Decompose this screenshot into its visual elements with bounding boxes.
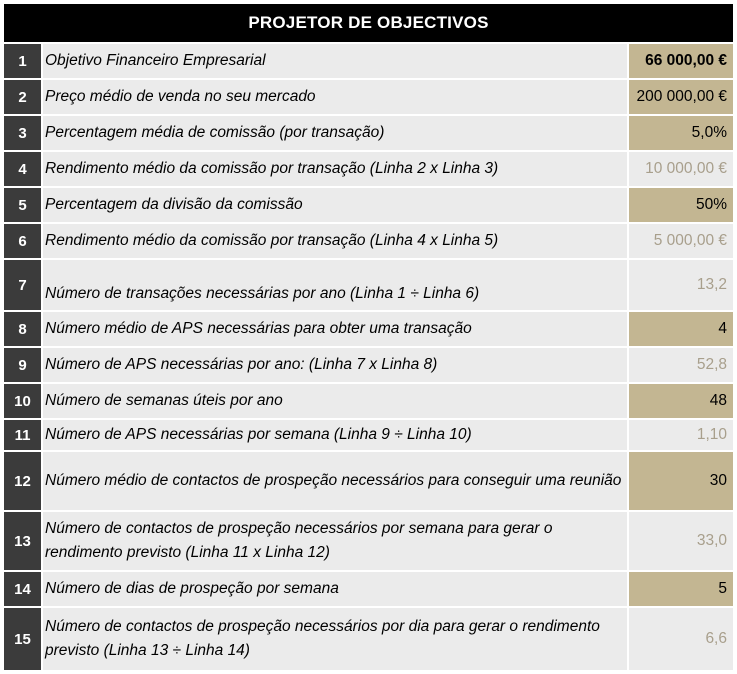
row-label: Número médio de APS necessárias para obter uma transação xyxy=(43,312,627,346)
row-label: Número médio de contactos de prospeção necessários para conseguir uma reunião xyxy=(43,452,627,510)
row-value-computed: 33,0 xyxy=(629,512,733,570)
table-row xyxy=(4,152,733,186)
row-number: 12 xyxy=(4,452,41,510)
table-row xyxy=(4,260,733,310)
table-row xyxy=(4,224,733,258)
row-value-computed: 52,8 xyxy=(629,348,733,382)
row-value-computed: 1,10 xyxy=(629,420,733,450)
row-value-computed: 5 000,00 € xyxy=(629,224,733,258)
row-number: 9 xyxy=(4,348,41,382)
sheet-title: PROJETOR DE OBJECTIVOS xyxy=(4,4,733,42)
row-number: 2 xyxy=(4,80,41,114)
row-label: Número de dias de prospeção por semana xyxy=(43,572,627,606)
row-value-input[interactable]: 4 xyxy=(629,312,733,346)
row-label: Percentagem média de comissão (por transação) xyxy=(43,116,627,150)
row-number: 1 xyxy=(4,44,41,78)
table-row xyxy=(4,348,733,382)
table-row xyxy=(4,312,733,346)
row-label: Objetivo Financeiro Empresarial xyxy=(43,44,627,78)
row-label: Número de contactos de prospeção necessários por dia para gerar o rendimento previsto (Linha 13 ÷ Linha 14) xyxy=(43,608,627,670)
row-value-input[interactable]: 48 xyxy=(629,384,733,418)
table-row xyxy=(4,452,733,510)
row-label: Número de transações necessárias por ano (Linha 1 ÷ Linha 6) xyxy=(43,260,627,310)
row-label: Rendimento médio da comissão por transação (Linha 2 x Linha 3) xyxy=(43,152,627,186)
row-number: 3 xyxy=(4,116,41,150)
table-row xyxy=(4,608,733,670)
row-value-input[interactable]: 66 000,00 € xyxy=(629,44,733,78)
row-value-input[interactable]: 5,0% xyxy=(629,116,733,150)
row-value-computed: 6,6 xyxy=(629,608,733,670)
row-value-input[interactable]: 5 xyxy=(629,572,733,606)
row-label: Percentagem da divisão da comissão xyxy=(43,188,627,222)
row-number: 7 xyxy=(4,260,41,310)
row-number: 15 xyxy=(4,608,41,670)
table-row xyxy=(4,420,733,450)
row-number: 13 xyxy=(4,512,41,570)
row-value-computed: 13,2 xyxy=(629,260,733,310)
row-number: 10 xyxy=(4,384,41,418)
row-label: Número de contactos de prospeção necessários por semana para gerar o rendimento previsto (Linha 11 x Linha 12) xyxy=(43,512,627,570)
row-value-input[interactable]: 30 xyxy=(629,452,733,510)
table-row xyxy=(4,384,733,418)
row-label: Rendimento médio da comissão por transação (Linha 4 x Linha 5) xyxy=(43,224,627,258)
table-row xyxy=(4,512,733,570)
table-row xyxy=(4,572,733,606)
row-label: Preço médio de venda no seu mercado xyxy=(43,80,627,114)
row-value-input[interactable]: 200 000,00 € xyxy=(629,80,733,114)
row-value-input[interactable]: 50% xyxy=(629,188,733,222)
row-number: 14 xyxy=(4,572,41,606)
objectives-projector-sheet xyxy=(4,4,733,670)
table-row xyxy=(4,188,733,222)
table-row xyxy=(4,80,733,114)
row-number: 8 xyxy=(4,312,41,346)
row-label: Número de APS necessárias por ano: (Linha 7 x Linha 8) xyxy=(43,348,627,382)
table-row xyxy=(4,116,733,150)
row-value-computed: 10 000,00 € xyxy=(629,152,733,186)
row-number: 6 xyxy=(4,224,41,258)
row-number: 4 xyxy=(4,152,41,186)
row-label: Número de semanas úteis por ano xyxy=(43,384,627,418)
table-row xyxy=(4,44,733,78)
row-label: Número de APS necessárias por semana (Linha 9 ÷ Linha 10) xyxy=(43,420,627,450)
row-number: 5 xyxy=(4,188,41,222)
row-number: 11 xyxy=(4,420,41,450)
